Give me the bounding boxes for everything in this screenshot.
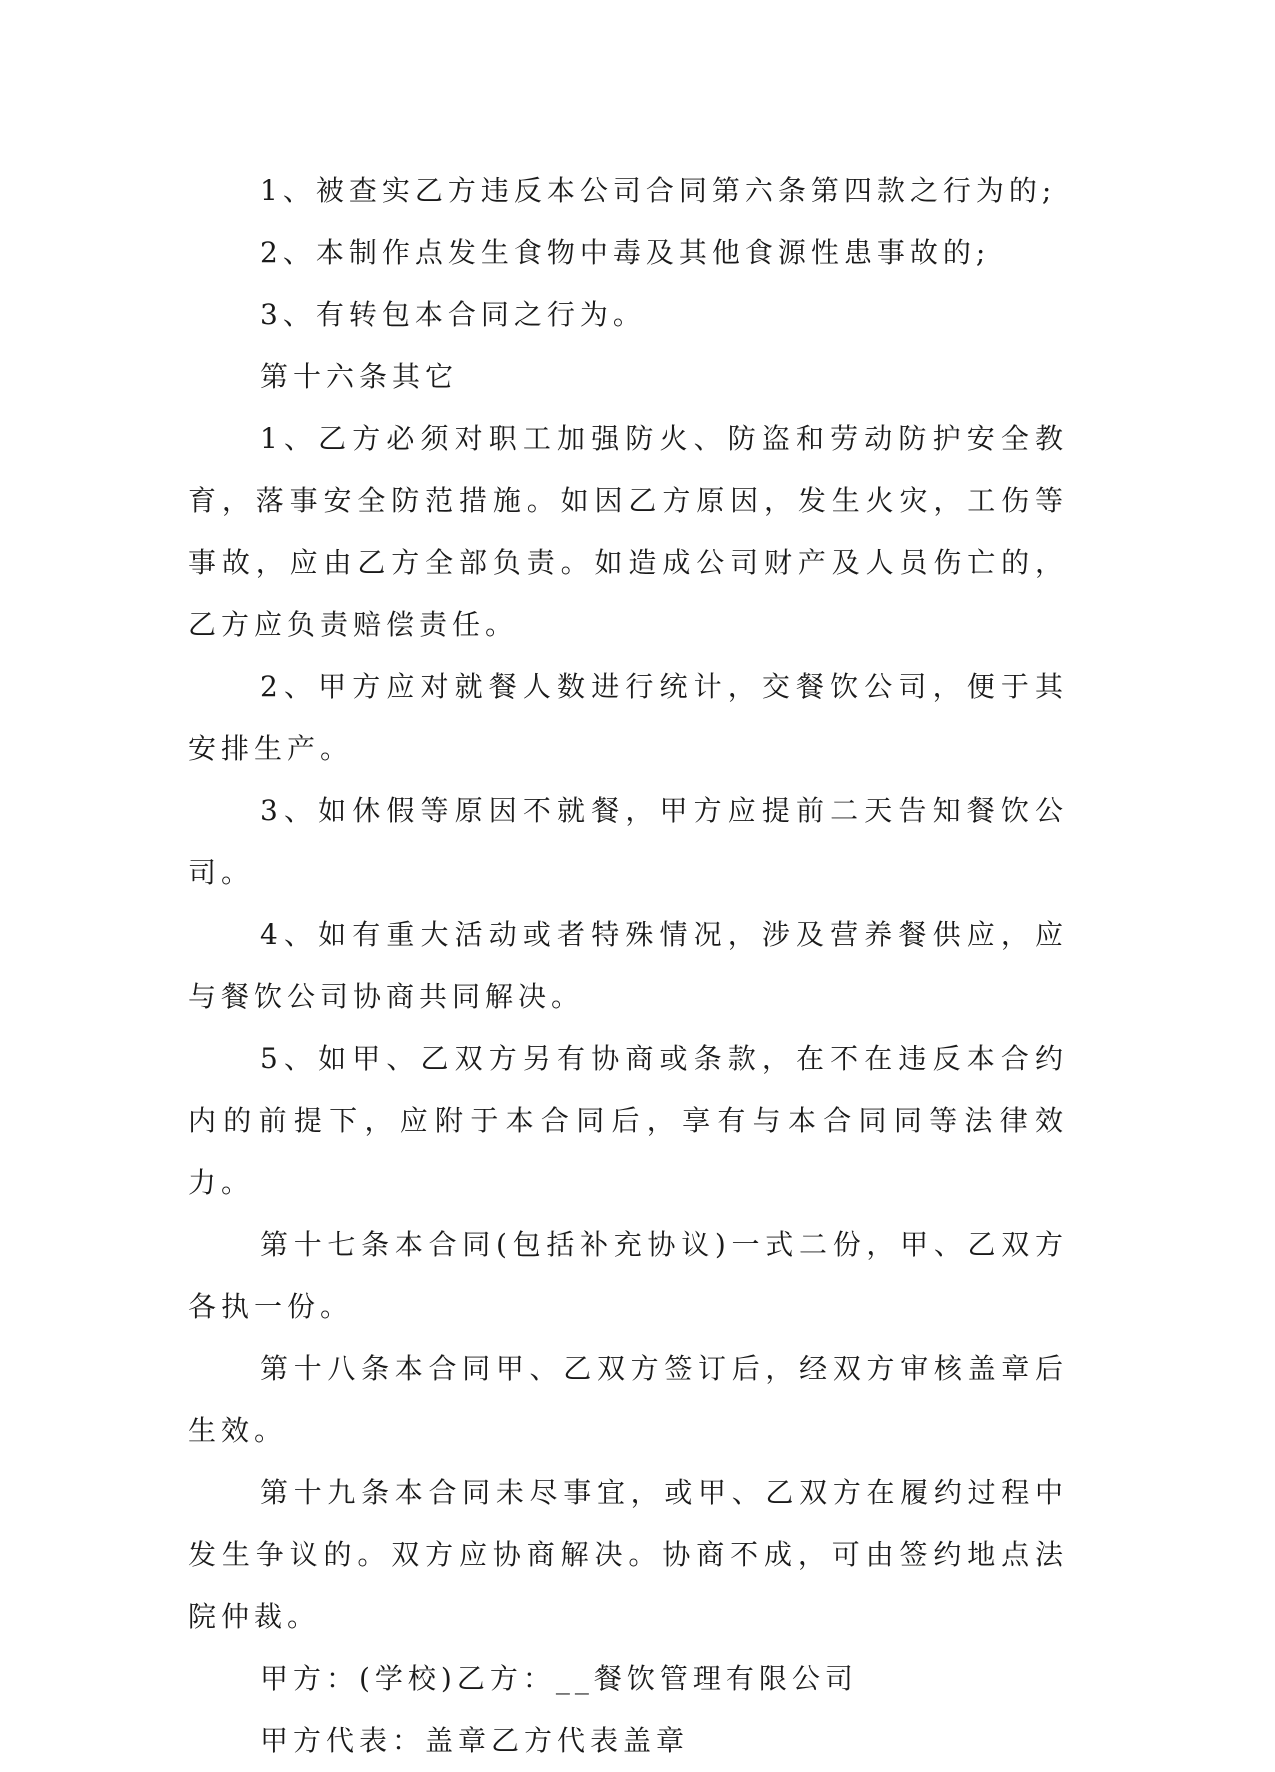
document-body [188, 160, 1068, 1772]
party-line: 甲方：(学校)乙方：__餐饮管理有限公司 [260, 1662, 858, 1695]
signature-line: 甲方代表：盖章乙方代表盖章 [260, 1724, 690, 1757]
article-16-item-1: 1、乙方必须对职工加强防火、防盗和劳动防护安全教育，落事安全防范措施。如因乙方原因，发生火灾，工伤等事故，应由乙方全部负责。如造成公司财产及人员伤亡的，乙方应负责赔偿责任。 [188, 422, 1068, 641]
clause-item-3: 3、有转包本合同之行为。 [260, 298, 646, 331]
article-16-item-2: 2、甲方应对就餐人数进行统计，交餐饮公司，便于其安排生产。 [188, 670, 1068, 765]
article-16-item-3: 3、如休假等原因不就餐，甲方应提前二天告知餐饮公司。 [188, 794, 1068, 889]
article-18: 第十八条本合同甲、乙双方签订后，经双方审核盖章后生效。 [188, 1352, 1068, 1447]
article-17: 第十七条本合同(包括补充协议)一式二份，甲、乙双方各执一份。 [188, 1228, 1068, 1323]
article-16-heading: 第十六条其它 [260, 360, 459, 393]
article-19: 第十九条本合同未尽事宜，或甲、乙双方在履约过程中发生争议的。双方应协商解决。协商不成，可由签约地点法院仲裁。 [188, 1476, 1068, 1633]
article-16-item-5: 5、如甲、乙双方另有协商或条款，在不在违反本合约内的前提下，应附于本合同后，享有与本合同同等法律效力。 [188, 1042, 1068, 1199]
clause-item-2: 2、本制作点发生食物中毒及其他食源性患事故的; [260, 236, 991, 269]
article-16-item-4: 4、如有重大活动或者特殊情况，涉及营养餐供应，应与餐饮公司协商共同解决。 [188, 918, 1068, 1013]
clause-item-1: 1、被查实乙方违反本公司合同第六条第四款之行为的; [260, 174, 1057, 207]
